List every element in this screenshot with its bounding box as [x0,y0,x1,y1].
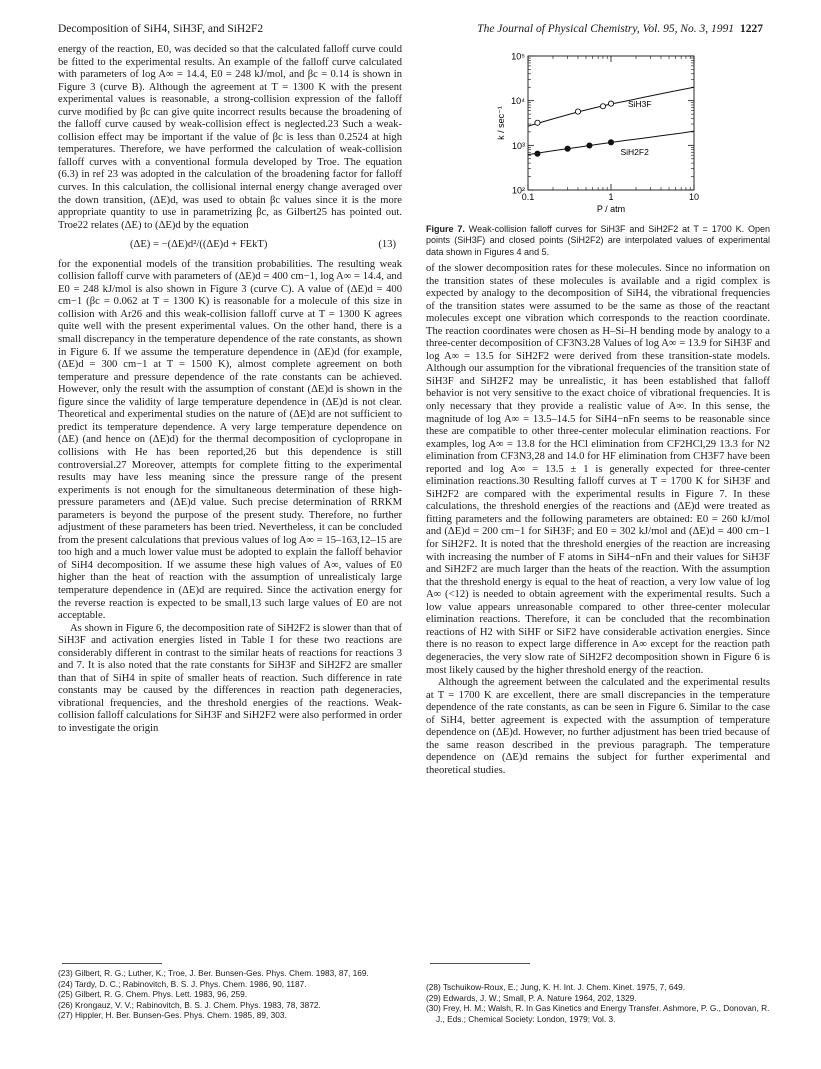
left-column [58,44,402,736]
figure-7 [494,48,714,216]
open-data-point [575,109,580,114]
equation-body: (ΔE) = −(ΔE)d²/((ΔE)d + FEkT) [130,239,268,251]
journal-citation: The Journal of Physical Chemistry, Vol. 95, No. 3, 1991 [477,23,734,35]
reference: (23) Gilbert, R. G.; Luther, K.; Troe, J. Ber. Bunsen-Ges. Phys. Chem. 1983, 87, 169. [58,968,369,978]
x-tick-label: 1 [608,192,614,202]
x-axis-label: P / atm [596,204,626,214]
references-right [426,982,770,1024]
right-column [426,263,770,777]
caption-text: Weak-collision falloff curves for SiH3F and SiH2F2 at T = 1700 K. Open points (SiH3F) and closed points (SiH2F2) are interpolated values of experimental data shown in Figures 4 and 5. [426,224,770,257]
paragraph: energy of the reaction, E0, was decided so that the calculated falloff curve could be fitted to the experimental results. An example of the falloff curve calculated with parameters of log A∞ = 14.4, E0 = 248 kJ/mol, and βc = 0.14 is shown in Figure 3 (curve B). Although the agreement at T = 1300 K with the present experimental values is reasonable, a strong-collision expression of the falloff curve modified by βc can give quite incorrect results because the broadening of the falloff curve caused by weak-collision effect is neglected.23 Such a weak-collision effect may be important if the value of βc is less than 0.2524 at high temperatures. Therefore, we have performed the calculation of weak-collision falloff curves with a conventional formula developed by Troe. The equation (6.3) in ref 23 was adopted in the calculation of the broadening factor for falloff curves. In this calculation, the collisional internal energy change averaged over the down transition, (ΔE)d, was used to obtain βc values since it is the more appropriate quantity to use in parametrizing βc, as Gilbert25 has pointed out. Troe22 relates (ΔE) to (ΔE)d by the equation [58,44,402,231]
paragraph: Although the agreement between the calculated and the experimental results at T = 1700 K are excellent, there are small discrepancies in the temperature dependence of the rate constants, as can be seen in Figure 6. Similar to the case of SiH4, better agreement is expected with the assumption of temperature dependence on (ΔE)d. However, no further adjustment has been tried because of the same reason described in the previous paragraph. The temperature dependence on (ΔE)d remains the subject for further experimental and theoretical studies. [426,677,770,776]
reference: (29) Edwards, J. W.; Small, P. A. Nature 1964, 202, 1329. [426,992,637,1003]
reference: (28) Tschuikow-Roux, E.; Jung, K. H. Int. J. Chem. Kinet. 1975, 7, 649. [426,982,686,992]
reference: (27) Hippler, H. Ber. Bunsen-Ges. Phys. Chem. 1985, 89, 303. [58,1010,287,1021]
plot-frame [528,56,694,190]
open-data-point [600,104,605,109]
closed-data-point [565,146,570,151]
closed-data-point [535,151,540,156]
closed-data-point [587,143,592,148]
open-data-point [535,120,540,125]
running-header-journal [477,22,763,36]
footnote-rule [430,963,530,964]
references-left [58,968,402,1021]
reference: (24) Tardy, D. C.; Rabinovitch, B. S. J. Phys. Chem. 1986, 90, 1187. [58,978,307,989]
caption-label: Figure 7. [426,224,465,234]
paragraph: for the exponential models of the transition probabilities. The resulting weak collision falloff curve with parameters of (ΔE)d = 400 cm−1, log A∞ = 14.4, and E0 = 248 kJ/mol is also shown in Figure 3 (curve C). A value of (ΔE)d = 400 cm−1 (βc = 0.062 at T = 1300 K) is reasonable for a molecule of this size in collision with Ar26 and this weak-collision falloff curve at T = 1300 K agrees quite well with the present experimental values. On the other hand, there is a small discrepancy in the temperature dependence of the rate constants, as shown in Figure 6. If we assume the temperature dependence in (ΔE)d (for example, (ΔE)d = 300 cm−1 at T = 1500 K), almost complete agreement on both temperature and pressure dependence of the rate constants can be achieved. However, only the result with the assumption of constant (ΔE)d is shown in the figure since the validity of large temperature dependence in (ΔE)d is not clear. Theoretical and experimental studies on the nature of (ΔE)d are not sufficient to predict its temperature dependence. A very large temperature dependence on (ΔE) (and hence on (ΔE)d) for the thermal decomposition of cyclopropane in collisions with He has been reported,26 but this dependence is still controversial.27 Moreover, attempts for complete fitting to the experimental results may have less meaning since the pressure range of the present experiments is not enough for the simultaneous determination of these high-pressure parameters and (ΔE)d value. Such precise determination of RRKM parameters is beyond the purpose of the present study. Therefore, no further adjustment of these parameters has been tried. Nevertheless, it can be concluded from the present calculations that previous values of log A∞ = 15–163,12–15 are too high and a much lower value must be adopted to explain the falloff behavior of SiH4 decomposition. If we assume these high values of A∞, values of E0 higher than the heat of reaction with the assumption of unrealisticaly large temperature dependence in (ΔE)d are required. Since the activation energy for the reverse reaction is expected to be small,13 such large values of E0 are not acceptable. [58,258,402,622]
figure-caption [426,224,770,258]
reference: (26) Krongauz, V. V.; Rabinovitch, B. S. J. Chem. Phys. 1983, 78, 3872. [58,999,321,1010]
series-label-sih2f2: SiH2F2 [620,147,649,158]
x-tick-label: 10 [688,192,700,202]
y-tick-label: 10² [511,185,525,196]
series-label-sih3f: SiH3F [627,99,652,110]
closed-data-point [608,140,613,145]
paragraph: of the slower decomposition rates for these molecules. Since no information on the transition states of these molecules is available and a rigid complex is expected by analogy to the decomposition of SiH4, the vibrational frequencies of the transition states were assumed to be the same as those of the reactant molecules except one vibration which corresponds to the reaction coordinate. The reaction coordinates were chosen as H–Si–H bending mode by analogy to a three-center decomposition of CF3N3.28 Values of log A∞ = 13.9 for SiH3F and log A∞ = 13.5 for SiH2F2 were derived from these transition-state models. Although our assumption for the vibrational frequencies of the transition state of SiH3F and SiH2F2 may be unrealistic, it has been established that falloff behavior is not very sensitive to the exact choice of vibrational frequencies. It is only necessary that they provide a realistic value of A∞. In this sense, the magnitude of log A∞ = 13.5–14.5 for SiH4−nFn seems to be reasonable since these are compatible to other three-center molecular elimination reactions. For examples, log A∞ = 13.8 for the HCl elimination from CF2HCl,29 13.3 for N2 elimination from CF3N3,28 and 14.0 for HF elimination from CH3F7 have been reported and log A∞ = 13.5 ± 1 is generally expected for three-center elimination reactions.30 Resulting falloff curves at T = 1700 K for SiH3F and SiH2F2 are compared with the experimental results in Figure 7. In these calculations, the threshold energies of the reactions and (ΔE)d were treated as fitting parameters and the following parameters are obtained: E0 = 260 kJ/mol and (ΔE)d = 200 cm−1 for SiH3F; and E0 = 302 kJ/mol and (ΔE)d = 400 cm−1 for SiH2F2. It is noted that the threshold energies of the reaction are increasing with increasing the number of F atoms in SiH4−nFn and their values for SiH3F and SiH2F2 are much larger than the heats of the reaction. With the assumption that the threshold energy is equal to the heat of reaction, a very low value of log A∞ (<12) is needed to obtain agreement with the experimental results. Such a low value appears unreasonable compared to other three-center molecular elimination reactions. Therefore, it can be concluded that the recombination reactions of H2 with SiHF or SiF2 have considerable activation energies. Since there is no reason to expect large difference in A∞ except for the reaction path degeneracies, the very slow rate of SiH2F2 decomposition shown in Figure 6 is most likely caused by the higher threshold energy of the reaction. [426,263,770,676]
y-tick-label: 10⁵ [511,51,525,62]
open-data-point [608,101,613,106]
equation-number: (13) [378,239,396,251]
page-number: 1227 [740,23,763,35]
reference: (30) Frey, H. M.; Walsh, R. In Gas Kinetics and Energy Transfer. Ashmore, P. G., Donovan, R. J., Eds.; Chemical Society: London, 1979; Vol. 3. [426,1003,770,1024]
y-tick-label: 10³ [511,140,525,151]
y-tick-label: 10⁴ [511,96,525,107]
running-header-title: Decomposition of SiH4, SiH3F, and SiH2F2 [58,23,264,35]
falloff-chart [494,48,714,216]
y-axis-label: k / sec⁻¹ [496,106,506,140]
paragraph: As shown in Figure 6, the decomposition rate of SiH2F2 is slower than that of SiH3F and activation energies listed in Table I for these two reactions are considerably different in contrast to the similar heats of reactions for reactions 3 and 7. It is also noted that the rate constants for SiH3F and SiH2F2 are smaller than that of SiH4 in spite of smaller heats of reaction. Such difference in rate constants may be caused by the differences in reaction path degeneracies, vibrational frequencies, and the threshold energies of the reactions. Weak-collision falloff calculations for SiH3F and SiH2F2 were also performed in order to investigate the origin [58,622,402,734]
falloff-curve-sih3f [528,87,694,126]
footnote-rule [62,963,162,964]
reference: (25) Gilbert, R. G. Chem. Phys. Lett. 1983, 96, 259. [58,989,248,1000]
equation-13 [58,239,402,252]
x-tick-label: 0.1 [521,192,535,202]
